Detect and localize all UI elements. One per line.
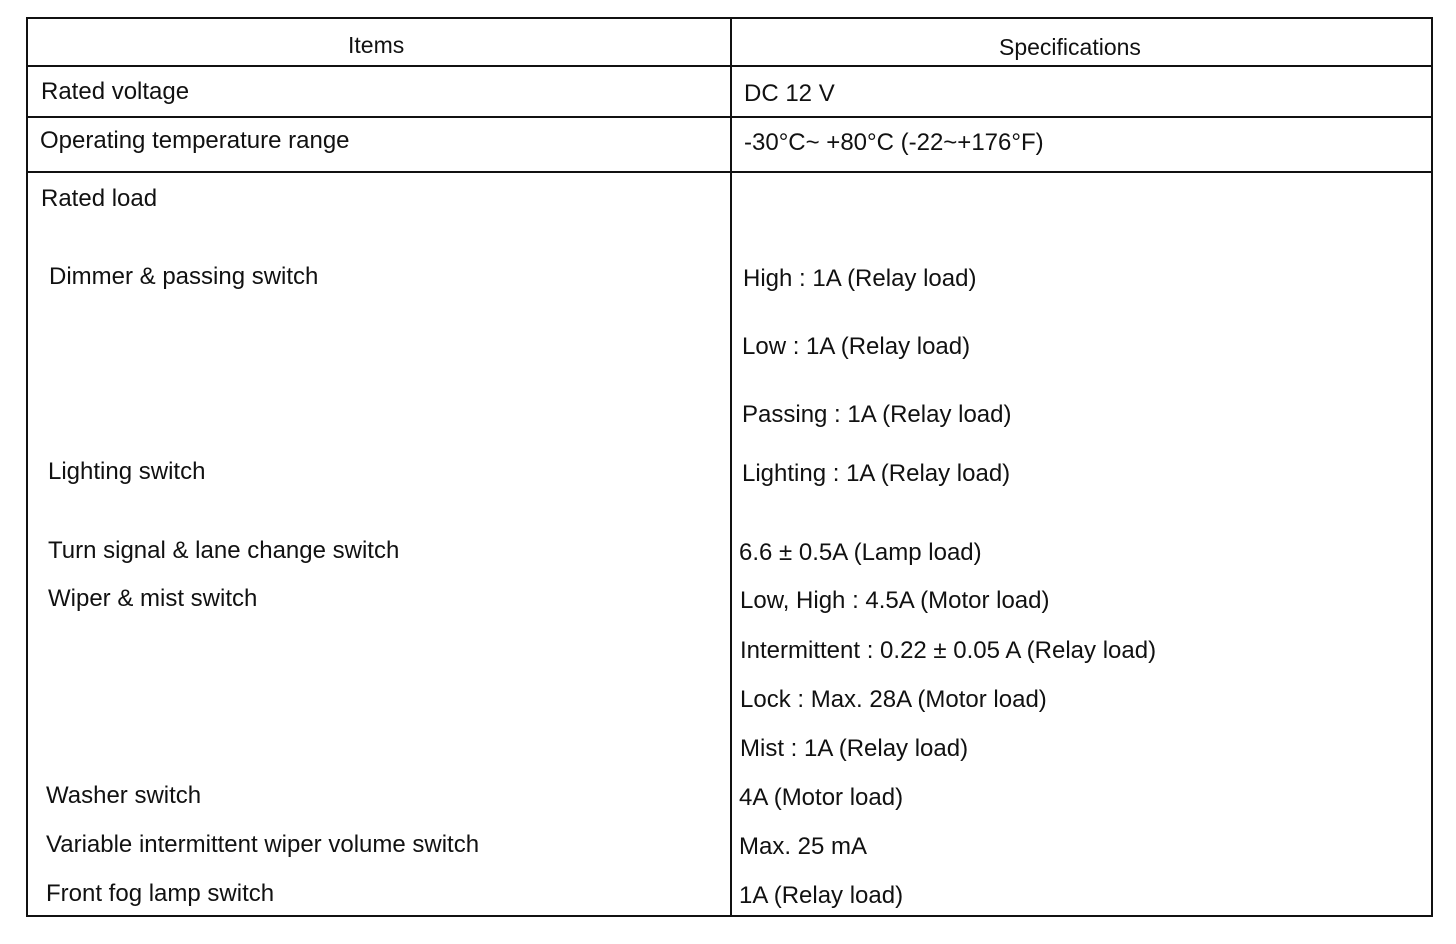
washer-switch-label: Washer switch <box>46 782 202 809</box>
front-fog-value: 1A (Relay load) <box>739 882 904 909</box>
dimmer-low-value: Low : 1A (Relay load) <box>742 333 971 360</box>
wiper-intermittent-value: Intermittent : 0.22 ± 0.05 A (Relay load) <box>740 637 1157 664</box>
operating-temperature-label: Operating temperature range <box>40 127 350 154</box>
wiper-mist-value: Mist : 1A (Relay load) <box>740 735 969 762</box>
rated-voltage-value: DC 12 V <box>744 80 835 107</box>
specifications-table <box>26 17 1433 917</box>
rated-load-label: Rated load <box>41 185 158 212</box>
operating-temperature-value: -30°C~ +80°C (-22~+176°F) <box>744 129 1044 156</box>
header-items: Items <box>348 32 405 58</box>
wiper-mist-label: Wiper & mist switch <box>48 585 258 612</box>
rated-voltage-label: Rated voltage <box>41 78 190 105</box>
wiper-low-high-value: Low, High : 4.5A (Motor load) <box>740 587 1050 614</box>
dimmer-passing-value: Passing : 1A (Relay load) <box>742 401 1012 428</box>
front-fog-label: Front fog lamp switch <box>46 880 275 907</box>
header-specifications: Specifications <box>999 34 1141 60</box>
variable-wiper-label: Variable intermittent wiper volume switch <box>46 831 480 858</box>
dimmer-high-value: High : 1A (Relay load) <box>743 265 977 292</box>
dimmer-passing-label: Dimmer & passing switch <box>49 263 319 290</box>
turn-signal-value: 6.6 ± 0.5A (Lamp load) <box>739 539 982 566</box>
variable-wiper-value: Max. 25 mA <box>739 833 868 860</box>
wiper-lock-value: Lock : Max. 28A (Motor load) <box>740 686 1047 713</box>
turn-signal-label: Turn signal & lane change switch <box>48 537 400 564</box>
washer-switch-value: 4A (Motor load) <box>739 784 904 811</box>
lighting-switch-label: Lighting switch <box>48 458 206 485</box>
column-divider <box>730 19 732 915</box>
lighting-switch-value: Lighting : 1A (Relay load) <box>742 460 1011 487</box>
